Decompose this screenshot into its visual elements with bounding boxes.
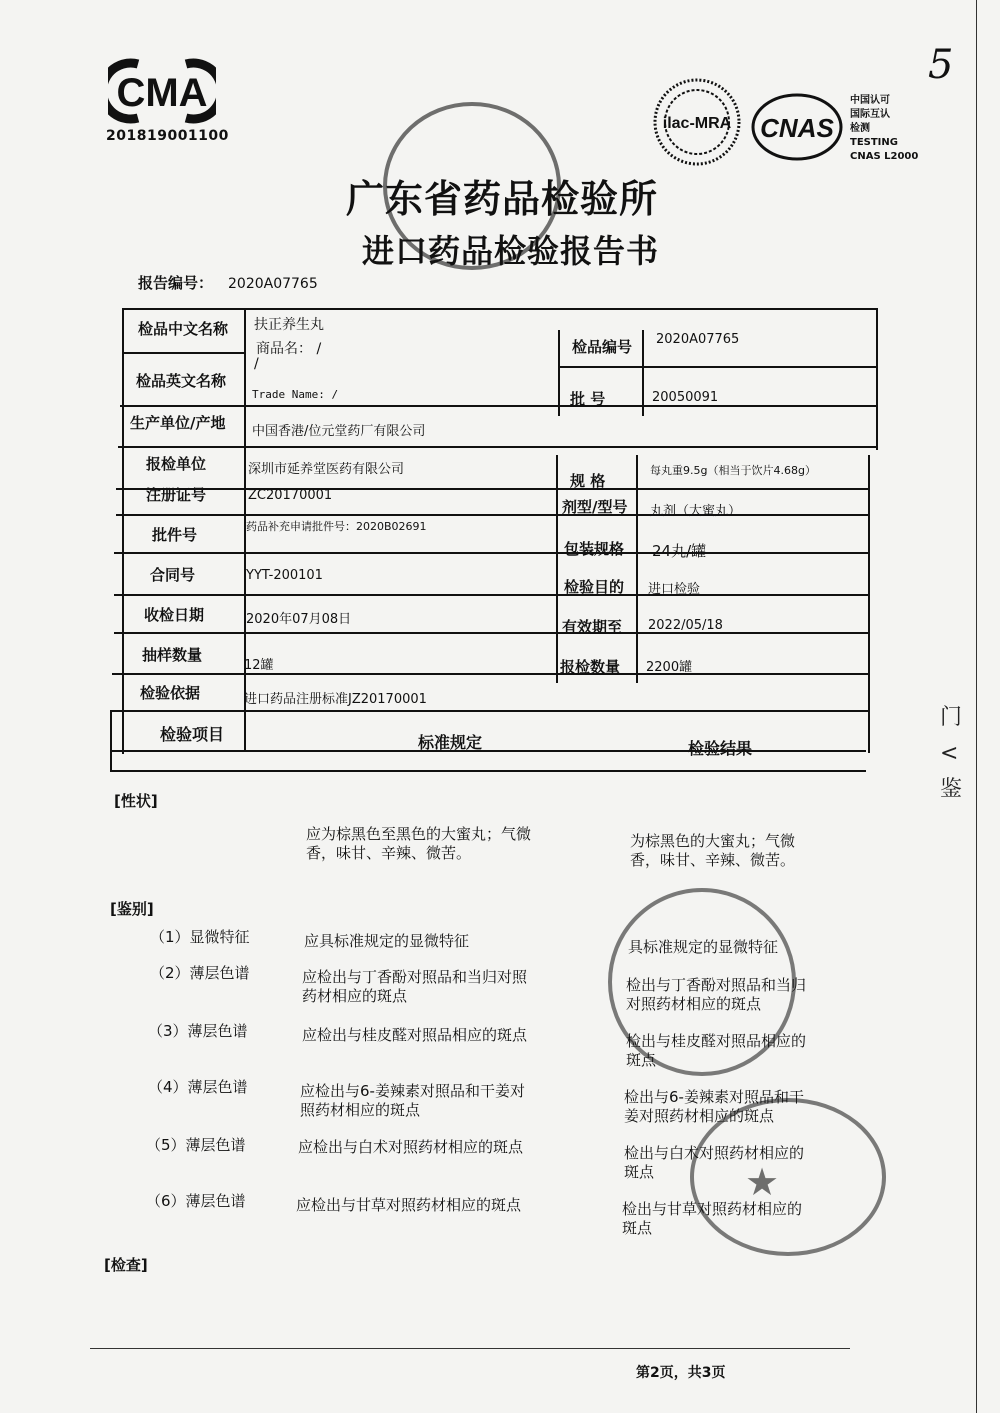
report-no: 2020A07765 xyxy=(228,276,318,292)
receipt: 2020年07月08日 xyxy=(246,612,352,627)
cnas-logo xyxy=(750,92,845,162)
contract-label: 合同号 xyxy=(150,566,196,584)
applicant: 深圳市延养堂医药有限公司 xyxy=(248,462,405,477)
handwritten-mark: 5 xyxy=(928,42,954,88)
identification-result: 检出与桂皮醛对照品相应的斑点 xyxy=(626,1032,807,1069)
cnas-text-line: 中国认可 xyxy=(850,95,890,106)
en-name-label: 检品英文名称 xyxy=(136,372,227,390)
cnas-text-line: TESTING xyxy=(850,137,898,148)
form-label: 剂型/型号 xyxy=(562,498,628,516)
identification-result: 检出与6-姜辣素对照品和干姜对照药材相应的斑点 xyxy=(624,1088,804,1125)
identification-result: 检出与丁香酚对照品和当归对照药材相应的斑点 xyxy=(626,976,807,1013)
character-standard: 应为棕黑色至黑色的大蜜丸；气微香，味甘、辛辣、微苦。 xyxy=(306,825,532,862)
company-seal-2 xyxy=(690,1098,886,1256)
cma-logo-text: CMA xyxy=(116,71,208,115)
purpose: 进口检验 xyxy=(648,582,701,597)
section-inspection: [检查] xyxy=(104,1256,148,1274)
sample-no-label: 检品编号 xyxy=(572,338,633,356)
identification-standard: 应检出与甘草对照药材相应的斑点 xyxy=(296,1196,522,1214)
package: 24丸/罐 xyxy=(652,542,707,560)
results-header-standard: 标准规定 xyxy=(418,733,483,752)
character-result: 为棕黑色的大蜜丸；气微香，味甘、辛辣、微苦。 xyxy=(630,832,796,869)
sample-qty-label: 抽样数量 xyxy=(142,646,203,664)
cn-name: 扶正养生丸 xyxy=(254,317,324,333)
approval: 药品补充申请批件号：2020B02691 xyxy=(246,520,427,533)
institute-name: 广东省药品检验所 xyxy=(346,176,659,221)
purpose-label: 检验目的 xyxy=(564,578,625,596)
spec: 每丸重9.5g（相当于饮片4.68g） xyxy=(650,464,816,477)
right-margin-fragment: 门 < 鉴 xyxy=(940,705,963,802)
cnas-logo-text: CNAS xyxy=(760,113,834,143)
package-label: 包装规格 xyxy=(564,540,625,558)
identification-standard: 应具标准规定的显微特征 xyxy=(304,932,470,950)
applicant-label: 报检单位 xyxy=(146,455,207,473)
identification-item: （6）薄层色谱 xyxy=(146,1192,246,1210)
identification-result: 具标准规定的显微特征 xyxy=(628,938,779,956)
institute-seal xyxy=(383,102,561,270)
cma-logo xyxy=(108,58,216,124)
en-name: / xyxy=(254,356,259,372)
ilac-mra-text: ilac-MRA xyxy=(662,115,732,132)
declared-qty: 2200罐 xyxy=(646,660,693,675)
basis: 进口药品注册标准JZ20170001 xyxy=(244,692,427,707)
trade-name-cn: 商品名： / xyxy=(256,341,322,357)
identification-item: （4）薄层色谱 xyxy=(148,1078,248,1096)
batch: 20050091 xyxy=(652,390,719,405)
identification-standard: 应检出与丁香酚对照品和当归对照药材相应的斑点 xyxy=(302,968,528,1005)
identification-standard: 应检出与6-姜辣素对照品和干姜对照药材相应的斑点 xyxy=(300,1082,525,1119)
manufacturer-label: 生产单位/产地 xyxy=(130,414,226,432)
page-number: 第2页，共3页 xyxy=(636,1365,726,1381)
identification-item: （1）显微特征 xyxy=(150,928,250,946)
cnas-text-block xyxy=(850,94,918,164)
results-header-item: 检验项目 xyxy=(160,725,225,744)
identification-item: （2）薄层色谱 xyxy=(150,964,250,982)
cnas-text-line: CNAS L2000 xyxy=(850,151,919,162)
reg-no: ZC20170001 xyxy=(248,488,333,503)
reg-no-label: 注册证号 xyxy=(146,486,207,504)
results-header-result: 检验结果 xyxy=(688,739,753,758)
identification-standard: 应检出与桂皮醛对照品相应的斑点 xyxy=(302,1026,528,1044)
identification-standard: 应检出与白术对照药材相应的斑点 xyxy=(298,1138,524,1156)
seal-star-icon: ★ xyxy=(745,1160,780,1204)
cnas-text-line: 检测 xyxy=(850,123,870,134)
report-title: 进口药品检验报告书 xyxy=(362,232,660,270)
cma-number: 201819001100 xyxy=(106,128,229,144)
report-no-label: 报告编号： xyxy=(138,274,214,292)
cnas-text-line: 国际互认 xyxy=(850,109,890,120)
identification-item: （3）薄层色谱 xyxy=(148,1022,248,1040)
basis-label: 检验依据 xyxy=(140,684,201,702)
declared-qty-label: 报检数量 xyxy=(560,658,621,676)
sample-qty: 12罐 xyxy=(244,658,274,673)
company-seal-1 xyxy=(608,888,796,1076)
identification-item: （5）薄层色谱 xyxy=(146,1136,246,1154)
identification-result: 检出与白术对照药材相应的斑点 xyxy=(624,1144,805,1181)
manufacturer: 中国香港/位元堂药厂有限公司 xyxy=(252,424,426,439)
sample-no: 2020A07765 xyxy=(656,332,740,347)
trade-name-en: Trade Name: / xyxy=(252,388,339,401)
approval-label: 批件号 xyxy=(152,526,198,544)
section-character: [性状] xyxy=(114,792,158,810)
identification-result: 检出与甘草对照药材相应的斑点 xyxy=(622,1200,803,1237)
contract: YYT-200101 xyxy=(246,568,323,583)
cn-name-label: 检品中文名称 xyxy=(138,320,229,338)
receipt-label: 收检日期 xyxy=(144,606,205,624)
section-identification: [鉴别] xyxy=(110,900,154,918)
batch-label: 批 号 xyxy=(570,390,606,408)
ilac-mra-logo xyxy=(651,76,743,168)
expiry: 2022/05/18 xyxy=(648,618,723,633)
form: 丸剂（大蜜丸） xyxy=(650,504,742,519)
expiry-label: 有效期至 xyxy=(562,618,623,636)
spec-label: 规 格 xyxy=(570,472,606,490)
